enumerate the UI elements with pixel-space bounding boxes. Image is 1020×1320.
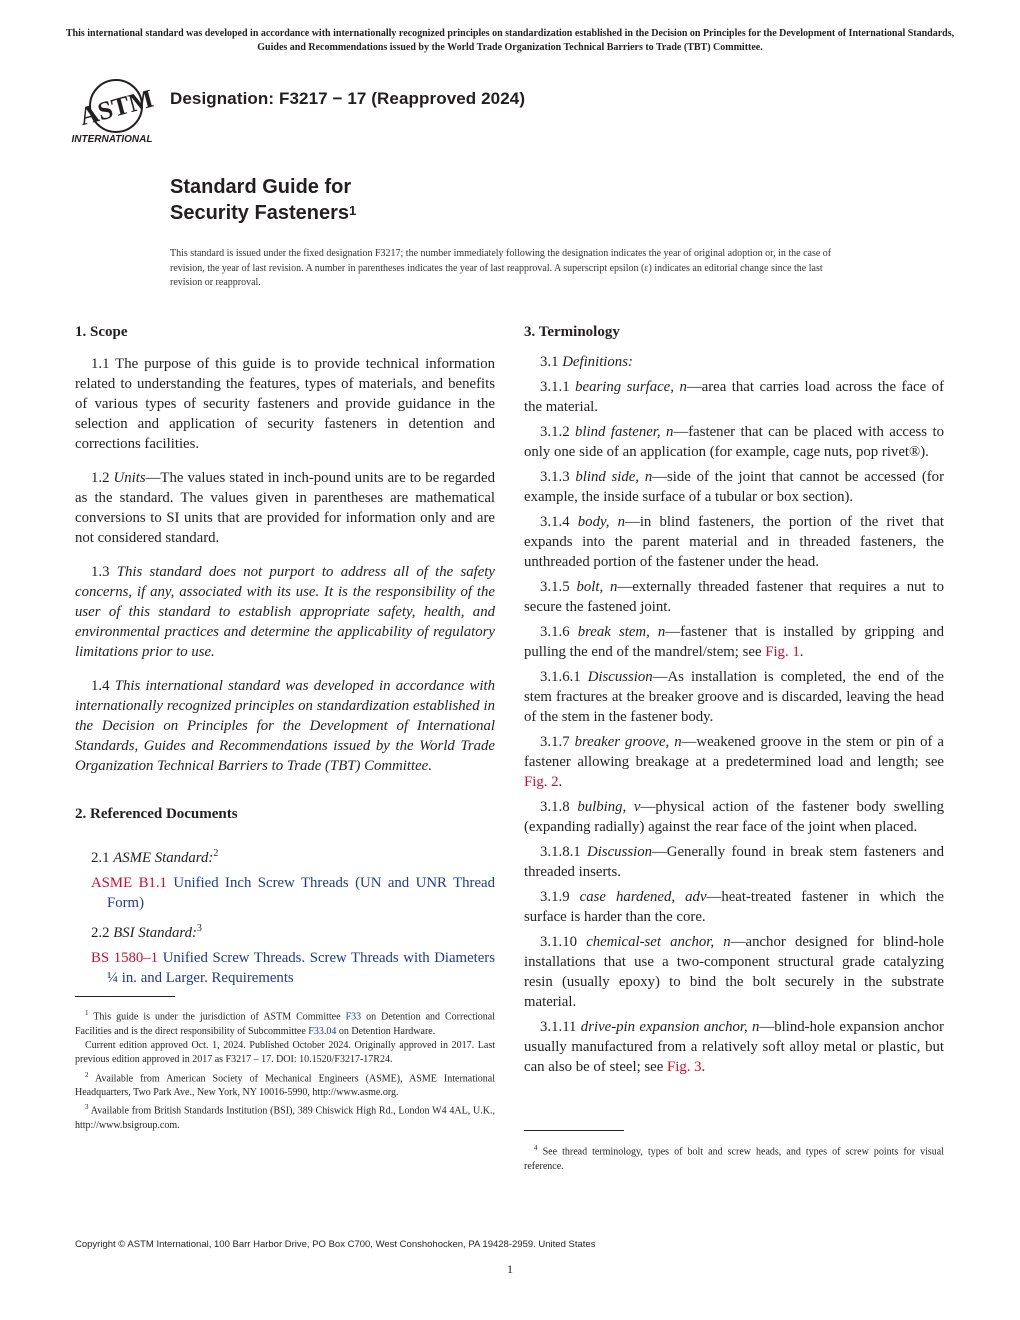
footnotes-right — [524, 1141, 944, 1174]
f33-link[interactable]: F33 — [345, 1011, 362, 1023]
term-3-1-6: 3.1.6 break stem, n—fastener that is installed by gripping and pulling the end of the mandrel/stem; see Fig. 1. — [524, 624, 944, 660]
term-3-1-2: 3.1.2 blind fastener, n—fastener that can be placed with access to only one side of an application (for example, cage nuts, pop rivet®). — [524, 424, 945, 460]
footnote-rule-right — [524, 1130, 624, 1131]
right-column — [524, 322, 944, 1082]
astm-logo-text: ASTM — [76, 83, 157, 132]
ref-bs-1580-1[interactable] — [75, 948, 495, 988]
title-line-2: Security Fasteners — [170, 202, 349, 224]
ref-asme-b1-1[interactable] — [75, 873, 495, 913]
term-3-1-4: 3.1.4 body, n—in blind fasteners, the portion of the rivet that expands into the parent material and in threaded fasteners, the unthreaded portion of the fastener under the head. — [524, 514, 944, 570]
term-3-1-10: 3.1.10 chemical-set anchor, n—anchor designed for blind-hole installations that use a two-component structural grade catalyzing resin (usually epoxy) to bind the bolt securely in the substrate material. — [524, 934, 944, 1010]
para-1-1: 1.1 The purpose of this guide is to provide technical information related to understanding the features, types of materials, and benefits of various types of security fasteners and provide guidance in the selection and application of security fasteners in detention and corrections facilities. — [75, 356, 495, 452]
footnotes-left — [75, 1006, 495, 1133]
astm-logo-subtext: INTERNATIONAL — [71, 134, 153, 145]
term-3-1-9: 3.1.9 case hardened, adv—heat-treated fastener in which the surface is harder than the core. — [524, 889, 944, 925]
section-3-heading: 3. Terminology — [524, 324, 620, 340]
term-3-1-5: 3.1.5 bolt, n—externally threaded fastener that requires a nut to secure the fastened joint. — [524, 579, 944, 615]
document-title — [170, 174, 356, 226]
ref-asme-code-link[interactable]: ASME B1.1 — [91, 874, 167, 891]
ref-bsi-title-link[interactable]: Unified Screw Threads. Screw Threads with Diameters ¼ in. and Larger. Requirements — [107, 949, 495, 986]
para-1-3: 1.3 This standard does not purport to address all of the safety concerns, if any, associated with its use. It is the responsibility of the user of this standard to establish appropriate safety, health, and environmental practices and determine the applicability of regulatory limitations prior to use. — [75, 564, 495, 660]
title-footnote-mark: 1 — [348, 203, 357, 218]
term-3-1-7: 3.1.7 breaker groove, n—weakened groove in the stem or pin of a fastener allowing breakage at a predetermined load and length; see Fig. 2. — [524, 734, 944, 790]
term-3-1-1: 3.1.1 bearing surface, n—area that carries load across the face of the material. — [524, 379, 945, 415]
term-3-1-11: 3.1.11 drive-pin expansion anchor, n—blind-hole expansion anchor usually manufactured from a relatively soft alloy metal or plastic, but can also be of steel; see Fig. 3. — [524, 1019, 944, 1075]
fig-1-link[interactable]: Fig. 1 — [765, 644, 800, 660]
f33-04-link[interactable]: F33.04 — [308, 1025, 337, 1037]
footnote-rule-left — [75, 996, 175, 997]
astm-logo — [68, 76, 164, 146]
para-1-2: 1.2 Units—The values stated in inch-pound units are to be regarded as the standard. The values given in parentheses are mathematical conversions to SI units that are provided for information only and are not considered standard. — [75, 470, 495, 546]
wto-notice: This international standard was developed in accordance with internationally recognized principles on standardization established in the Decision on Principles for the Development of International Standards, Guides and Recommendations issued by the World Trade Organization Technical Barriers to Trade (TBT) Committee. — [65, 28, 955, 53]
page-number: 1 — [507, 1262, 513, 1276]
title-line-1: Standard Guide for — [170, 176, 352, 198]
footnote-1: $^1$ This guide is under the jurisdiction of ASTM Committee F33 on Detention and Correctional Facilities and is the direct responsibility of Subcommittee F33.04 on Detention Hardware. — [75, 1009, 495, 1037]
term-3-1-8: 3.1.8 bulbing, v—physical action of the fastener body swelling (expanding radially) against the rear face of the joint when placed. — [524, 799, 945, 835]
para-1-4: 1.4 This international standard was developed in accordance with internationally recognized principles on standardization established in the Decision on Principles for the Development of International Standards, Guides and Recommendations issued by the World Trade Organization Technical Barriers to Trade (TBT) Committee. — [75, 678, 495, 774]
fig-3-link[interactable]: Fig. 3 — [666, 1059, 702, 1075]
footnote-4: $^4$ See thread terminology, types of bolt and screw heads, and types of screw points for visual reference. — [524, 1144, 944, 1172]
ref-bsi-code-link[interactable]: BS 1580–1 — [91, 949, 159, 966]
para-2-2: 2.2 BSI Standard:$^3$ — [91, 922, 202, 941]
footnote-3: $^3$ Available from British Standards Institution (BSI), 389 Chiswick High Rd., London W4 4AL, U.K., http://www.bsigroup.com. — [75, 1103, 495, 1132]
footnote-1-edition: Current edition approved Oct. 1, 2024. Published October 2024. Originally approved in 2017. Last previous edition approved in 2017 as F3217 – 17. DOI: 10.1520/F3217-17R24. — [75, 1039, 495, 1066]
footnote-2: $^2$ Available from American Society of Mechanical Engineers (ASME), ASME International Headquarters, Two Park Ave., New York, NY 10016-5990, http://www.asme.org. — [75, 1070, 495, 1099]
copyright-footer: Copyright © ASTM International, 100 Barr Harbor Drive, PO Box C700, West Conshohocken, PA 19428-2959. United States — [75, 1239, 596, 1250]
term-3-1-6-1: 3.1.6.1 Discussion—As installation is completed, the end of the stem fractures at the breaker groove and is discarded, leaving the head of the stem in the fastener body. — [524, 669, 944, 725]
fig-2-link[interactable]: Fig. 2 — [524, 774, 559, 790]
para-2-1: 2.1 ASME Standard:$^2$ — [91, 848, 219, 866]
ref-asme-title-link[interactable]: Unified Inch Screw Threads (UN and UNR Thread Form) — [107, 874, 495, 911]
section-1-heading: 1. Scope — [75, 324, 128, 340]
term-3-1-3: 3.1.3 blind side, n—side of the joint that cannot be accessed (for example, the inside surface of a tubular or box section). — [524, 469, 945, 505]
section-2-heading: 2. Referenced Documents — [75, 806, 238, 822]
designation: Designation: F3217 − 17 (Reapproved 2024) — [170, 89, 526, 108]
left-column — [75, 322, 495, 994]
term-3-1-8-1: 3.1.8.1 Discussion—Generally found in break stem fasteners and threaded inserts. — [524, 844, 944, 880]
issuance-statement: This standard is issued under the fixed designation F3217; the number immediately following the designation indicates the year of original adoption or, in the case of revision, the year of last revision. A number in parentheses indicates the year of last reapproval. A superscript epsilon (ε) indicates an editorial change since the last revision or reapproval. — [170, 248, 832, 288]
para-3-1: 3.1 Definitions: — [540, 354, 633, 370]
